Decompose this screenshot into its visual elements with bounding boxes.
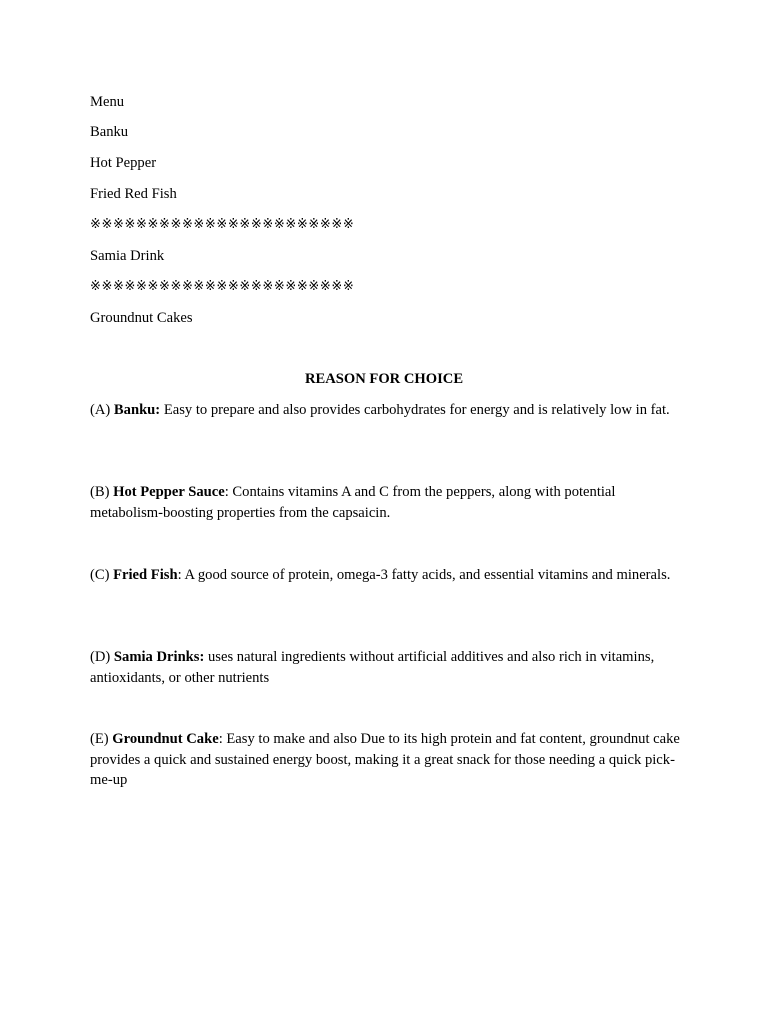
menu-separator: ※※※※※※※※※※※※※※※※※※※※※※※: [90, 279, 355, 294]
reason-label: (E): [90, 731, 113, 747]
reason-paragraph: [90, 565, 680, 586]
reason-item-name: Groundnut Cake: [112, 731, 219, 747]
menu-item-groundnut-cakes: Groundnut Cakes: [90, 310, 193, 326]
reason-text: uses natural ingredients without artificial additives and also rich in vitamins, antioxidants, or other nutrients: [90, 649, 655, 686]
reason-label: (C): [90, 567, 114, 583]
reason-paragraph: [90, 482, 680, 523]
reason-label: (D): [90, 649, 114, 665]
menu-item-fried-red-fish: Fried Red Fish: [90, 186, 177, 202]
reason-text: : A good source of protein, omega-3 fatty acids, and essential vitamins and minerals.: [177, 567, 671, 583]
menu-item-samia-drink: Samia Drink: [90, 248, 165, 264]
reason-label: (A): [90, 402, 114, 418]
reason-paragraph: [90, 400, 680, 421]
reason-text: : Easy to make and also Due to its high protein and fat content, groundnut cake provides a quick and sustained energy boost, making it a great snack for those needing a quick pick-me-up: [90, 731, 680, 788]
reason-text: : Contains vitamins A and C from the peppers, along with potential metabolism-boosting properties from the capsaicin.: [90, 484, 616, 521]
reason-heading: REASON FOR CHOICE: [304, 371, 464, 387]
reason-label: (B): [90, 484, 114, 500]
menu-item-hot-pepper: Hot Pepper: [90, 155, 157, 171]
reason-item-name: Banku:: [113, 402, 161, 418]
reason-paragraph: [90, 647, 680, 688]
menu-separator: ※※※※※※※※※※※※※※※※※※※※※※※: [90, 217, 355, 232]
reason-item-name: Fried Fish: [113, 567, 178, 583]
reason-paragraph: [90, 729, 680, 791]
reason-item-name: Samia Drinks:: [113, 649, 205, 665]
reason-item-name: Hot Pepper Sauce: [113, 484, 225, 500]
menu-item-banku: Banku: [90, 124, 129, 140]
menu-title: Menu: [90, 94, 125, 110]
reason-text: Easy to prepare and also provides carbohydrates for energy and is relatively low in fat.: [160, 402, 670, 418]
